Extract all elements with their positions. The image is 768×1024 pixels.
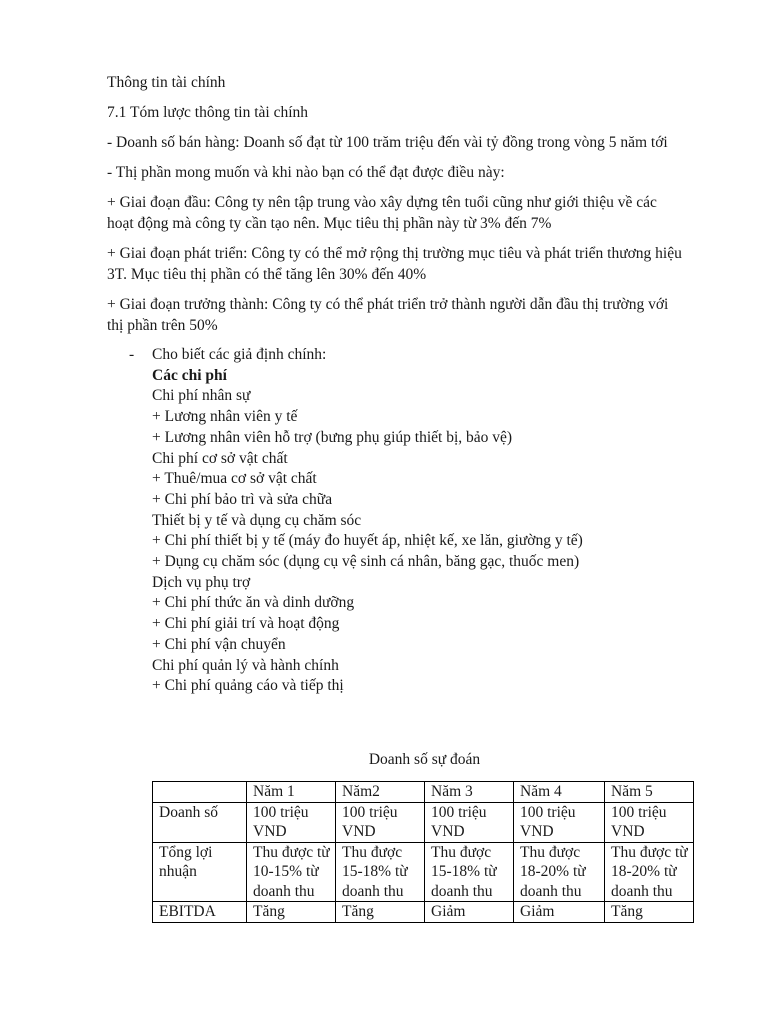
- section-title: 7.1 Tóm lược thông tin tài chính: [107, 104, 309, 121]
- table-header-cell: [153, 782, 247, 803]
- table-row: [153, 842, 694, 902]
- table-row: [153, 802, 694, 842]
- revenue-forecast-table: [152, 781, 694, 923]
- paragraph-initial-stage: + Giai đoạn đầu: Công ty nên tập trung vào xây dựng tên tuổi cũng như giới thiệu về các hoạt động mà công ty cần tạo nên. Mục tiêu thị phần này từ 3% đến 7%: [107, 194, 657, 232]
- table-header-cell: Năm 4: [514, 782, 605, 803]
- table-cell: Thu được 15-18% từ doanh thu: [336, 842, 425, 902]
- table-cell: Thu được 15-18% từ doanh thu: [425, 842, 514, 902]
- table-row-label: EBITDA: [153, 902, 247, 923]
- table-header-cell: Năm 1: [247, 782, 336, 803]
- table-cell: 100 triệu VND: [425, 802, 514, 842]
- table-row: [153, 902, 694, 923]
- table-header-cell: Năm2: [336, 782, 425, 803]
- table-row-label: Tổng lợi nhuận: [153, 842, 247, 902]
- table-cell: Tăng: [336, 902, 425, 923]
- table-cell: Thu được từ 18-20% từ doanh thu: [605, 842, 694, 902]
- paragraph-maturity-stage: + Giai đoạn trưởng thành: Công ty có thể phát triển trở thành người dẫn đầu thị trường với thị phần trên 50%: [107, 296, 669, 334]
- list-line: Chi phí quản lý và hành chính: [152, 656, 339, 674]
- list-line: + Chi phí giải trí và hoạt động: [152, 615, 340, 633]
- list-line: + Chi phí vận chuyển: [152, 635, 286, 653]
- table-row-label: Doanh số: [153, 802, 247, 842]
- list-line: + Chi phí thiết bị y tế (máy đo huyết áp, nhiệt kế, xe lăn, giường y tế): [152, 532, 583, 550]
- table-header-cell: Năm 3: [425, 782, 514, 803]
- list-line: + Chi phí quảng cáo và tiếp thị: [152, 677, 344, 695]
- table-header-row: [153, 782, 694, 803]
- document-body: [107, 72, 687, 697]
- table-caption: Doanh số sự đoán: [368, 751, 481, 768]
- table-cell: Tăng: [605, 902, 694, 923]
- table-cell: 100 triệu VND: [247, 802, 336, 842]
- list-line: Chi phí nhân sự: [152, 387, 251, 405]
- table-cell: 100 triệu VND: [605, 802, 694, 842]
- list-line: + Chi phí thức ăn và dinh dưỡng: [152, 594, 355, 612]
- list-line: + Thuê/mua cơ sở vật chất: [152, 470, 317, 488]
- table-cell: 100 triệu VND: [336, 802, 425, 842]
- list-line: + Chi phí bảo trì và sửa chữa: [152, 490, 333, 508]
- paragraph-market-share: - Thị phần mong muốn và khi nào bạn có thể đạt được điều này:: [107, 164, 505, 181]
- list-line: Thiết bị y tế và dụng cụ chăm sóc: [152, 511, 362, 529]
- table-cell: Thu được từ 10-15% từ doanh thu: [247, 842, 336, 902]
- list-line: Dịch vụ phụ trợ: [152, 573, 251, 591]
- list-bullet: -: [129, 346, 135, 363]
- list-line: + Lương nhân viên hỗ trợ (bưng phụ giúp thiết bị, bảo vệ): [152, 428, 513, 446]
- table-cell: 100 triệu VND: [514, 802, 605, 842]
- paragraph-growth-stage: + Giai đoạn phát triển: Công ty có thể mở rộng thị trường mục tiêu và phát triển thương hiệu 3T. Mục tiêu thị phần có thể tăng lên 30% đến 40%: [107, 245, 682, 283]
- table-cell: Tăng: [247, 902, 336, 923]
- document-heading: Thông tin tài chính: [107, 74, 226, 91]
- list-line: Cho biết các giả định chính:: [152, 346, 327, 363]
- paragraph-sales: - Doanh số bán hàng: Doanh số đạt từ 100 trăm triệu đến vài tỷ đồng trong vòng 5 năm tới: [107, 134, 668, 151]
- list-line: Chi phí cơ sở vật chất: [152, 449, 288, 467]
- costs-heading: Các chi phí: [152, 366, 227, 384]
- table-cell: Giảm: [514, 902, 605, 923]
- table-header-cell: Năm 5: [605, 782, 694, 803]
- table-cell: Giảm: [425, 902, 514, 923]
- table-cell: Thu được 18-20% từ doanh thu: [514, 842, 605, 902]
- list-line: + Dụng cụ chăm sóc (dụng cụ vệ sinh cá nhân, băng gạc, thuốc men): [152, 553, 580, 571]
- list-line: + Lương nhân viên y tế: [152, 408, 298, 426]
- assumptions-list: [107, 345, 687, 697]
